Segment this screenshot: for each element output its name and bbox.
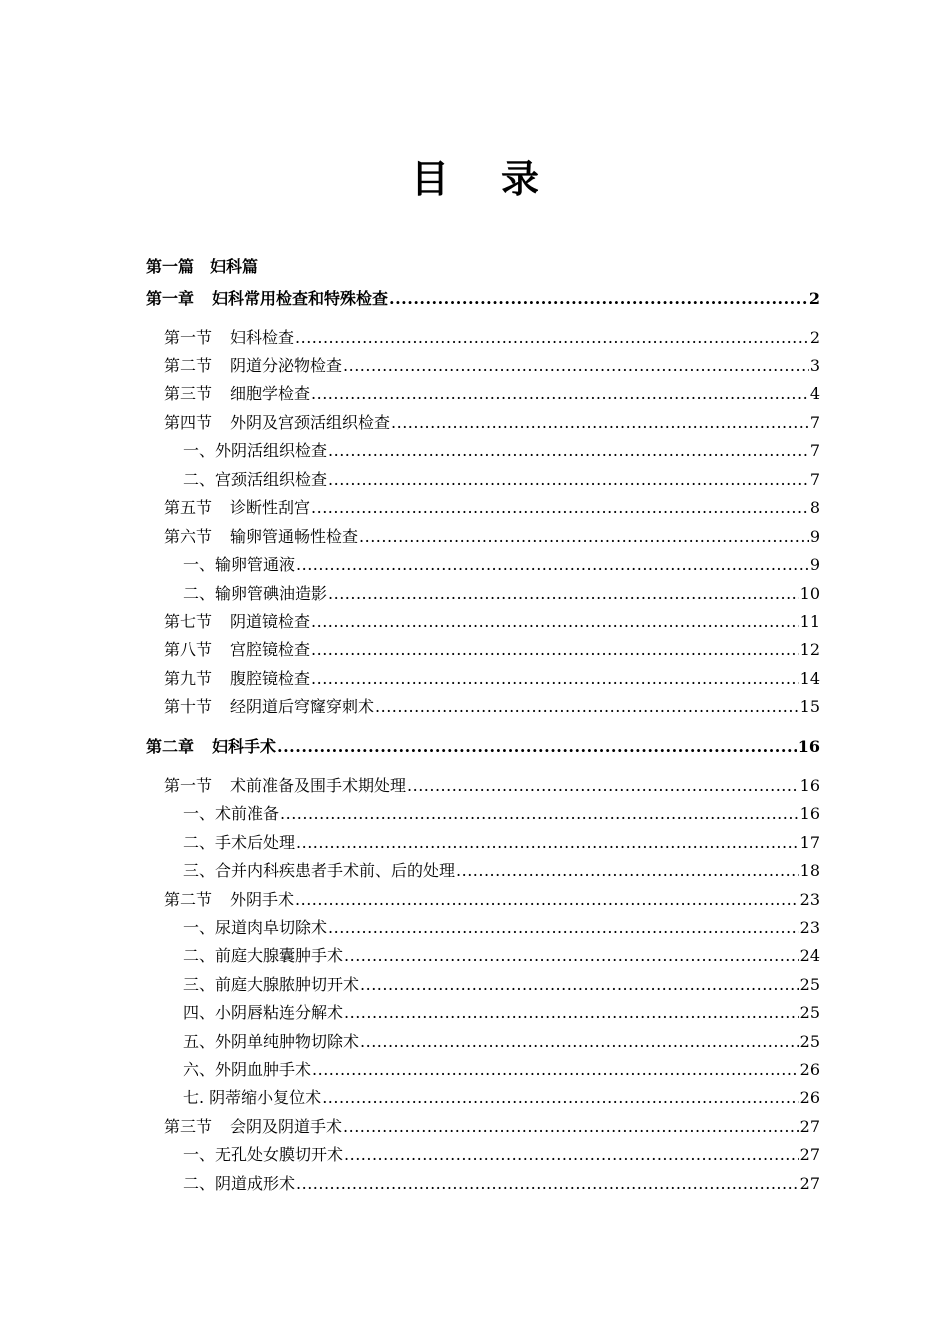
toc-subsection-entry[interactable]	[0, 554, 820, 576]
toc-dot-leader	[311, 383, 809, 405]
toc-subsection-entry[interactable]	[0, 917, 820, 939]
toc-entry-number: 第二章	[146, 737, 195, 756]
toc-entry-number: 第二节	[164, 356, 213, 375]
toc-entry-title: 会阴及阴道手术	[230, 1117, 343, 1136]
toc-entry-title: 六、外阴血肿手术	[183, 1060, 312, 1079]
toc-dot-leader	[343, 355, 809, 377]
toc-subsection-entry[interactable]	[0, 832, 820, 854]
part-name: 妇科篇	[210, 257, 259, 276]
toc-entry-label	[183, 469, 327, 491]
toc-page-number: 14	[799, 669, 820, 688]
toc-section-entry[interactable]	[0, 611, 820, 633]
toc-entry-number: 第一章	[146, 289, 195, 308]
toc-entry-label	[164, 611, 310, 633]
toc-dot-leader	[344, 1002, 799, 1024]
toc-page-number: 26	[799, 1088, 820, 1107]
toc-entry-title: 宫腔镜检查	[230, 640, 311, 659]
toc-page-number: 7	[809, 413, 820, 432]
toc-page-number: 3	[809, 356, 820, 375]
toc-entry-label	[183, 860, 455, 882]
toc-dot-leader	[311, 639, 799, 661]
toc-page-number: 16	[799, 776, 820, 795]
toc-entry-number: 第八节	[164, 640, 213, 659]
part-number: 第一篇	[146, 257, 195, 276]
toc-entry-title: 一、尿道肉阜切除术	[183, 918, 328, 937]
toc-section-entry[interactable]	[0, 639, 820, 661]
toc-page-number: 27	[799, 1117, 820, 1136]
toc-subsection-entry[interactable]	[0, 1087, 820, 1109]
toc-entry-label	[164, 668, 310, 690]
toc-entry-title: 一、术前准备	[183, 804, 280, 823]
toc-page-number: 2	[808, 289, 820, 308]
toc-entry-title: 妇科手术	[212, 737, 277, 756]
toc-subsection-entry[interactable]	[0, 1144, 820, 1166]
toc-chapter-entry[interactable]	[0, 736, 820, 758]
toc-entry-title: 输卵管通畅性检查	[230, 527, 359, 546]
toc-dot-leader	[407, 775, 799, 797]
toc-dot-leader	[344, 945, 799, 967]
toc-entry-title: 一、无孔处女膜切开术	[183, 1145, 344, 1164]
toc-entry-label	[146, 736, 276, 758]
toc-entry-label	[164, 889, 294, 911]
toc-entry-number: 第七节	[164, 612, 213, 631]
toc-dot-leader	[360, 974, 799, 996]
toc-dot-leader	[344, 1144, 799, 1166]
toc-dot-leader	[296, 554, 809, 576]
toc-subsection-entry[interactable]	[0, 1173, 820, 1195]
toc-dot-leader	[296, 832, 799, 854]
toc-page-number: 15	[799, 697, 820, 716]
toc-dot-leader	[322, 1087, 798, 1109]
toc-entry-label	[183, 440, 327, 462]
toc-entry-label	[183, 1144, 343, 1166]
toc-page-number: 25	[799, 975, 820, 994]
toc-section-entry[interactable]	[0, 497, 820, 519]
toc-entry-title: 二、手术后处理	[183, 833, 296, 852]
toc-entry-number: 第五节	[164, 498, 213, 517]
toc-entry-label	[183, 1002, 343, 1024]
toc-entry-label	[164, 355, 342, 377]
toc-entry-title: 阴道分泌物检查	[230, 356, 343, 375]
toc-subsection-entry[interactable]	[0, 945, 820, 967]
toc-dot-leader	[295, 889, 799, 911]
toc-page-number: 24	[799, 946, 820, 965]
toc-entry-label	[164, 696, 374, 718]
toc-entry-label	[183, 554, 295, 576]
toc-entry-label	[164, 639, 310, 661]
toc-entry-title: 诊断性刮宫	[230, 498, 311, 517]
toc-dot-leader	[391, 412, 809, 434]
toc-entry-title: 二、阴道成形术	[183, 1174, 296, 1193]
toc-entry-title: 经阴道后穹窿穿刺术	[230, 697, 375, 716]
toc-dot-leader	[280, 803, 799, 825]
toc-entry-number: 第六节	[164, 527, 213, 546]
toc-page-number: 9	[809, 555, 820, 574]
toc-page-number: 26	[799, 1060, 820, 1079]
toc-title	[0, 148, 950, 203]
toc-entry-title: 腹腔镜检查	[230, 669, 311, 688]
toc-entry-label	[183, 1059, 311, 1081]
toc-section-entry[interactable]	[0, 1116, 820, 1138]
toc-dot-leader	[328, 917, 799, 939]
toc-entry-label	[164, 412, 390, 434]
toc-entry-number: 第九节	[164, 669, 213, 688]
toc-entry-title: 二、前庭大腺囊肿手术	[183, 946, 344, 965]
toc-entry-label	[183, 1031, 359, 1053]
toc-chapter-entry[interactable]	[0, 288, 820, 310]
toc-page-number: 8	[809, 498, 820, 517]
toc-page-number: 27	[799, 1145, 820, 1164]
toc-page-number: 4	[809, 384, 820, 403]
toc-subsection-entry[interactable]	[0, 803, 820, 825]
toc-section-entry[interactable]	[0, 355, 820, 377]
toc-entry-title: 一、外阴活组织检查	[183, 441, 328, 460]
toc-page-number: 10	[799, 584, 820, 603]
toc-entry-label	[183, 917, 327, 939]
toc-entry-label	[183, 1173, 295, 1195]
toc-dot-leader	[343, 1116, 799, 1138]
toc-entry-number: 第一节	[164, 776, 213, 795]
toc-page-number: 16	[797, 737, 820, 756]
toc-dot-leader	[312, 1059, 799, 1081]
toc-dot-leader	[360, 1031, 799, 1053]
part-heading	[146, 254, 258, 277]
toc-entry-number: 第三节	[164, 1117, 213, 1136]
toc-entry-label	[164, 1116, 342, 1138]
toc-dot-leader	[328, 469, 809, 491]
toc-section-entry[interactable]	[0, 327, 820, 349]
toc-subsection-entry[interactable]	[0, 440, 820, 462]
toc-section-entry[interactable]	[0, 668, 820, 690]
toc-entry-label	[183, 974, 359, 996]
toc-page-number: 16	[799, 804, 820, 823]
toc-page-number: 23	[799, 890, 820, 909]
toc-entry-title: 五、外阴单纯肿物切除术	[183, 1032, 360, 1051]
toc-entry-label	[164, 497, 310, 519]
toc-dot-leader	[296, 1173, 799, 1195]
toc-entry-title: 外阴及宫颈活组织检查	[230, 413, 391, 432]
toc-entry-title: 一、输卵管通液	[183, 555, 296, 574]
toc-page-number: 17	[799, 833, 820, 852]
toc-dot-leader	[375, 696, 799, 718]
toc-entry-title: 七. 阴蒂缩小复位术	[183, 1088, 322, 1107]
toc-dot-leader	[311, 497, 809, 519]
toc-entry-label	[164, 775, 406, 797]
toc-dot-leader	[277, 736, 797, 758]
toc-dot-leader	[311, 668, 799, 690]
toc-entry-number: 第四节	[164, 413, 213, 432]
toc-subsection-entry[interactable]	[0, 469, 820, 491]
toc-subsection-entry[interactable]	[0, 860, 820, 882]
toc-entry-title: 术前准备及围手术期处理	[230, 776, 407, 795]
toc-page-number: 2	[809, 328, 820, 347]
toc-subsection-entry[interactable]	[0, 1002, 820, 1024]
toc-title-char-1: 目	[410, 156, 449, 201]
toc-entry-label	[164, 526, 358, 548]
toc-entry-title: 阴道镜检查	[230, 612, 311, 631]
toc-subsection-entry[interactable]	[0, 1031, 820, 1053]
toc-subsection-entry[interactable]	[0, 974, 820, 996]
toc-page-number: 9	[809, 527, 820, 546]
toc-title-char-2: 录	[501, 156, 540, 201]
toc-dot-leader	[456, 860, 799, 882]
toc-entry-label	[146, 288, 388, 310]
toc-section-entry[interactable]	[0, 889, 820, 911]
toc-page-number: 7	[809, 470, 820, 489]
toc-section-entry[interactable]	[0, 526, 820, 548]
toc-entry-title: 三、合并内科疾患者手术前、后的处理	[183, 861, 456, 880]
toc-page-number: 27	[799, 1174, 820, 1193]
toc-entry-label	[183, 1087, 321, 1109]
toc-entry-label	[183, 945, 343, 967]
toc-entry-title: 外阴手术	[230, 890, 295, 909]
toc-entry-title: 二、输卵管碘油造影	[183, 584, 328, 603]
toc-entry-label	[183, 583, 327, 605]
toc-page-number: 18	[799, 861, 820, 880]
toc-section-entry[interactable]	[0, 696, 820, 718]
toc-dot-leader	[328, 440, 809, 462]
toc-entry-number: 第二节	[164, 890, 213, 909]
toc-entry-label	[183, 803, 279, 825]
toc-dot-leader	[311, 611, 799, 633]
toc-section-entry[interactable]	[0, 383, 820, 405]
toc-entry-title: 三、前庭大腺脓肿切开术	[183, 975, 360, 994]
toc-subsection-entry[interactable]	[0, 583, 820, 605]
toc-page-number: 25	[799, 1003, 820, 1022]
toc-section-entry[interactable]	[0, 412, 820, 434]
toc-page-number: 23	[799, 918, 820, 937]
toc-entry-label	[183, 832, 295, 854]
toc-page-number: 25	[799, 1032, 820, 1051]
toc-dot-leader	[389, 288, 808, 310]
toc-entry-number: 第十节	[164, 697, 213, 716]
toc-dot-leader	[295, 327, 809, 349]
toc-subsection-entry[interactable]	[0, 1059, 820, 1081]
toc-entry-number: 第三节	[164, 384, 213, 403]
toc-dot-leader	[359, 526, 809, 548]
toc-entry-label	[164, 383, 310, 405]
toc-entry-title: 妇科常用检查和特殊检查	[212, 289, 389, 308]
toc-entry-title: 四、小阴唇粘连分解术	[183, 1003, 344, 1022]
toc-entry-label	[164, 327, 294, 349]
toc-page-number: 12	[799, 640, 820, 659]
toc-entry-title: 二、宫颈活组织检查	[183, 470, 328, 489]
toc-dot-leader	[328, 583, 799, 605]
toc-section-entry[interactable]	[0, 775, 820, 797]
toc-page-number: 7	[809, 441, 820, 460]
toc-entry-title: 细胞学检查	[230, 384, 311, 403]
toc-entry-number: 第一节	[164, 328, 213, 347]
toc-page-number: 11	[799, 612, 820, 631]
toc-entry-title: 妇科检查	[230, 328, 295, 347]
